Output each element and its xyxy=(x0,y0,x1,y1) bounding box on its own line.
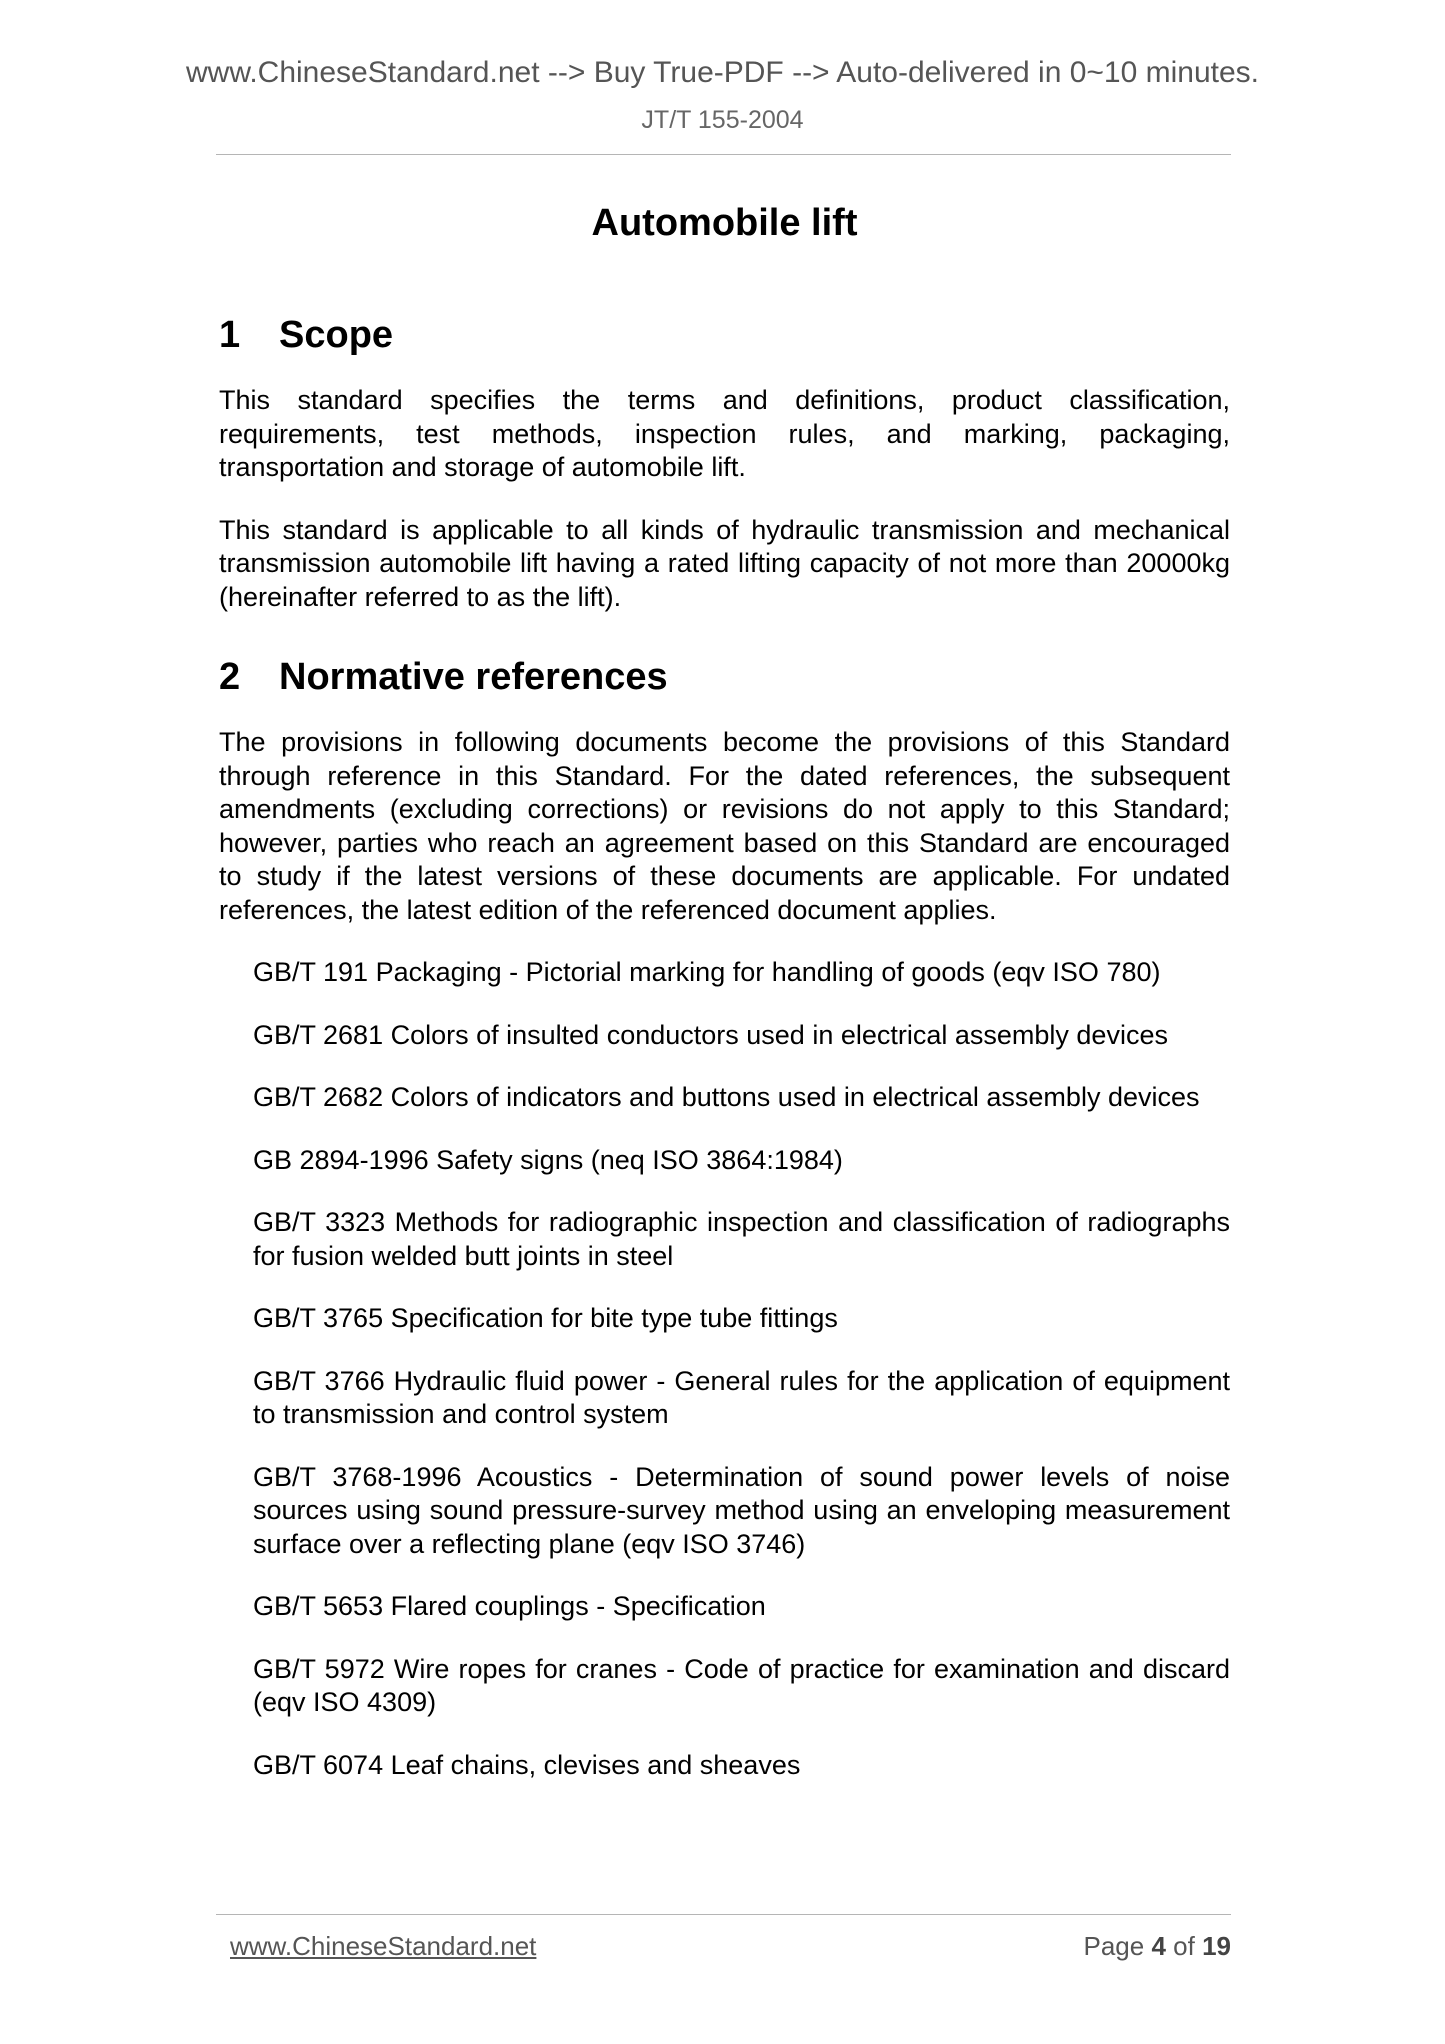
reference-item: GB/T 5972 Wire ropes for cranes - Code of practice for examination and discard (eqv ISO 4309) xyxy=(253,1653,1230,1717)
page-indicator xyxy=(1083,1933,1231,1959)
section-title: Scope xyxy=(279,314,394,356)
reference-item: GB/T 2682 Colors of indicators and buttons used in electrical assembly devices xyxy=(253,1082,1200,1112)
section-number: 2 xyxy=(219,656,241,698)
reference-item: GB 2894-1996 Safety signs (neq ISO 3864:1984) xyxy=(253,1144,843,1175)
scope-paragraph-1: This standard specifies the terms and definitions, product classification, requirements, test methods, inspection rules, and marking, packaging, transportation and storage of automobile lift. xyxy=(219,385,1230,482)
reference-item: GB/T 3323 Methods for radiographic inspection and classification of radiographs for fusion welded butt joints in steel xyxy=(253,1207,1230,1271)
reference-item: GB/T 2681 Colors of insulted conductors used in electrical assembly devices xyxy=(253,1019,1168,1050)
footer-divider xyxy=(216,1914,1231,1915)
section-title: Normative references xyxy=(279,656,668,698)
current-page-number: 4 xyxy=(1151,1931,1166,1961)
reference-item: GB/T 3768-1996 Acoustics - Determination of sound power levels of noise sources using sound pressure-survey method using an enveloping measurement surface over a reflecting plane (eqv ISO 3746) xyxy=(253,1461,1230,1559)
scope-paragraph-2: This standard is applicable to all kinds of hydraulic transmission and mechanical transmission automobile lift having a rated lifting capacity of not more than 20000kg (hereinafter referred to as the lift). xyxy=(219,514,1230,612)
header-divider xyxy=(216,154,1231,155)
reference-item: GB/T 6074 Leaf chains, clevises and sheaves xyxy=(253,1749,801,1780)
top-banner: www.ChineseStandard.net --> Buy True-PDF --> Auto-delivered in 0~10 minutes. xyxy=(185,56,1260,89)
section-heading-normative-references xyxy=(219,650,1230,704)
reference-item: GB/T 3766 Hydraulic fluid power - General rules for the application of equipment to transmission and control system xyxy=(253,1365,1230,1429)
footer-website-link[interactable]: www.ChineseStandard.net xyxy=(230,1931,537,1961)
reference-item: GB/T 3765 Specification for bite type tube fittings xyxy=(253,1303,838,1333)
total-page-count: 19 xyxy=(1202,1931,1231,1961)
references-intro-paragraph: The provisions in following documents become the provisions of this Standard through reference in this Standard. For the dated references, the subsequent amendments (excluding corrections) or revisions do not apply to this Standard; however, parties who reach an agreement based on this Standard are encouraged to study if the latest versions of these documents are applicable. For undated references, the latest edition of the referenced document applies. xyxy=(219,727,1230,925)
reference-list xyxy=(219,956,1230,1782)
section-heading-scope xyxy=(219,308,1230,362)
reference-item: GB/T 191 Packaging - Pictorial marking for handling of goods (eqv ISO 780) xyxy=(253,957,1161,987)
document-number: JT/T 155-2004 xyxy=(641,106,804,134)
document-title: Automobile lift xyxy=(591,202,858,244)
reference-item: GB/T 5653 Flared couplings - Specification xyxy=(253,1591,766,1621)
page-content xyxy=(219,196,1230,1811)
section-number: 1 xyxy=(219,314,241,356)
page-label: Page xyxy=(1083,1931,1145,1961)
page-of-label: of xyxy=(1173,1931,1195,1961)
